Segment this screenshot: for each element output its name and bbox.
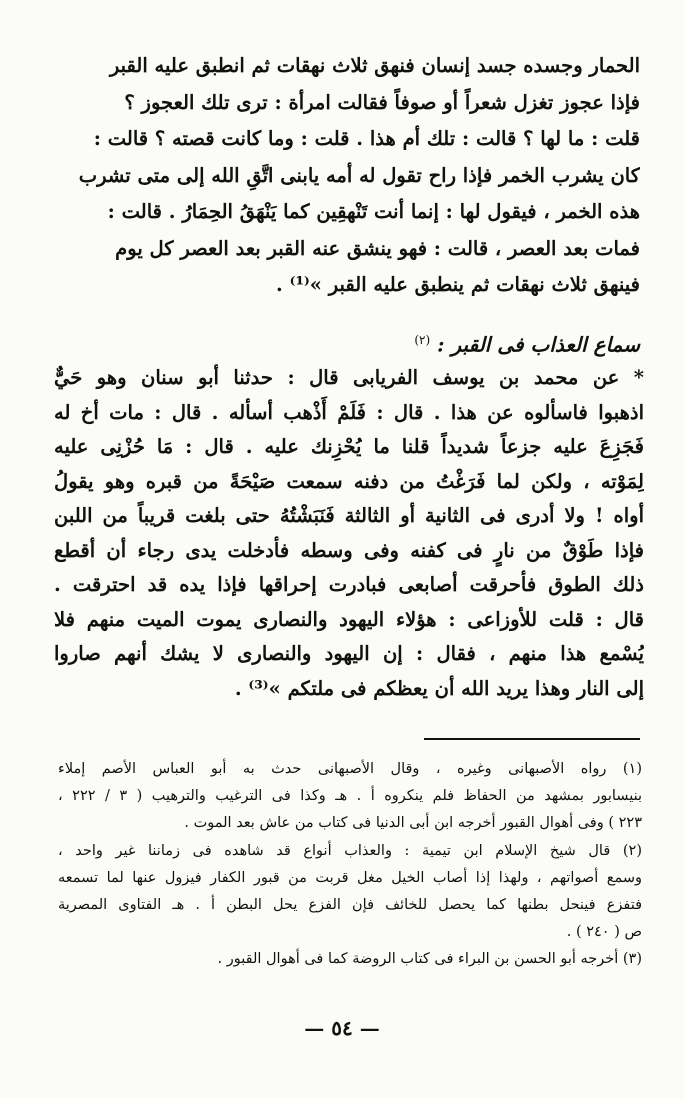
section-heading	[414, 326, 640, 359]
footnote-line: (٣) أخرجه أبو الحسن بن البراء فى كتاب الروضة كما فى أهوال القبور .	[217, 951, 642, 968]
main-text-block	[56, 48, 640, 304]
footnote-line: فتفزع فينحل بطنها كما يحصل للخائف فإن الفزع يحل البطن أ . هـ الفتاوى المصرية	[58, 897, 642, 914]
main-line: فمات بعد العصر ، قالت : فهو ينشق عنه القبر بعد العصر كل يوم	[115, 236, 640, 260]
section-text-block	[54, 361, 644, 706]
section-line: ذلك الطوق فأحرقت أصابعى فبادرت إحراقها فإذا يده قد احترقت .	[54, 573, 644, 596]
footnote-divider	[424, 738, 640, 740]
footnotes-block	[58, 756, 642, 974]
footnote-line: بنيسابور بمشهد من الحفاظ فلم ينكروه أ . هـ وكذا فى الترغيب والترهيب ( ٣ / ٢٢٢ ،	[58, 788, 642, 805]
section-line: فإذا طَوْقٌ من نارٍ فى كفنه وفى وسطه فأدخلت يدى رجاء أن أقطع	[54, 538, 644, 562]
main-line: فينهق ثلاث نهقات ثم ينطبق عليه القبر »⁽¹⁾ .	[276, 273, 640, 296]
section-line: أواه ! ولا أدرى فى الثانية أو الثالثة فَنَبَشْتُهُ حتى بلغت قريباً من اللبن	[54, 504, 644, 527]
section-line: لِمَوْته ، ولكن لما فَرَغْتُ من دفنه سمعت صَيْحَةً من قبره وهو يقولُ	[54, 469, 644, 493]
main-line: فإذا عجوز تغزل شعراً أو صوفاً فقالت امرأة : ترى تلك العجوز ؟	[124, 90, 640, 114]
main-line: هذه الخمر ، فيقول لها : إنما أنت تَنْهقِين كما يَنْهَقُ الحِمَارُ . قالت :	[107, 200, 640, 223]
section-line: * عن محمد بن يوسف الفريابى قال : حدثنا أبو سنان وهو حَيٌّ	[54, 366, 644, 389]
section-heading-footnote-ref: (٢)	[414, 333, 431, 347]
footnote-line: ٢٢٣ ) وفى أهوال القبور أخرجه ابن أبى الدنيا فى كتاب من عاش بعد الموت .	[184, 815, 642, 832]
section-heading-text: سماع العذاب فى القبر :	[437, 332, 640, 357]
section-line: يُسْمع هذا منهم ، فقال : إن اليهود والنصارى لا يشك أنهم صاروا	[54, 642, 644, 665]
page-number: — ٥٤ —	[304, 1016, 380, 1040]
section-line: اذهبوا فاسألوه عن هذا . قال : فَلَمْ أَذْهب أسأله . قال : مات أخ له	[54, 400, 644, 424]
footnote-line: ص ( ٢٤٠ ) .	[566, 924, 642, 941]
section-line: قال : قلت للأوزاعى : هؤلاء اليهود والنصارى يموت الميت منهم فلا	[54, 607, 644, 631]
footnote-line: (١) رواه الأصبهانى وغيره ، وقال الأصبهانى حدث به أبو العباس الأصم إملاء	[58, 761, 642, 777]
footnote-line: (٢) قال شيخ الإسلام ابن تيمية : والعذاب أنواع قد شاهده فى زماننا غير واحد ،	[58, 842, 642, 859]
section-line: إلى النار وهذا يريد الله أن يعظكم فى ملتكم »⁽³⁾ .	[234, 676, 644, 700]
footnote-line: وسمع أصواتهم ، ولهذا إذا أصاب الخيل مغل قربت من قبور الكفار فيزول عنها لما تسمعه	[58, 869, 642, 886]
main-line: الحمار وجسده جسد إنسان فنهق ثلاث نهقات ثم انطبق عليه القبر	[109, 54, 640, 77]
main-line: قلت : ما لها ؟ قالت : تلك أم هذا . قلت : وما كانت قصته ؟ قالت :	[93, 127, 640, 150]
section-line: فَجَزِعَ عليه جزعاً شديداً قلنا ما يُحْزِنك عليه . قال : مَا حُزْنِى عليه	[54, 435, 644, 458]
main-line: كان يشرب الخمر فإذا راح تقول له أمه يابنى اتَّقِ الله إلى متى تشرب	[78, 163, 640, 187]
